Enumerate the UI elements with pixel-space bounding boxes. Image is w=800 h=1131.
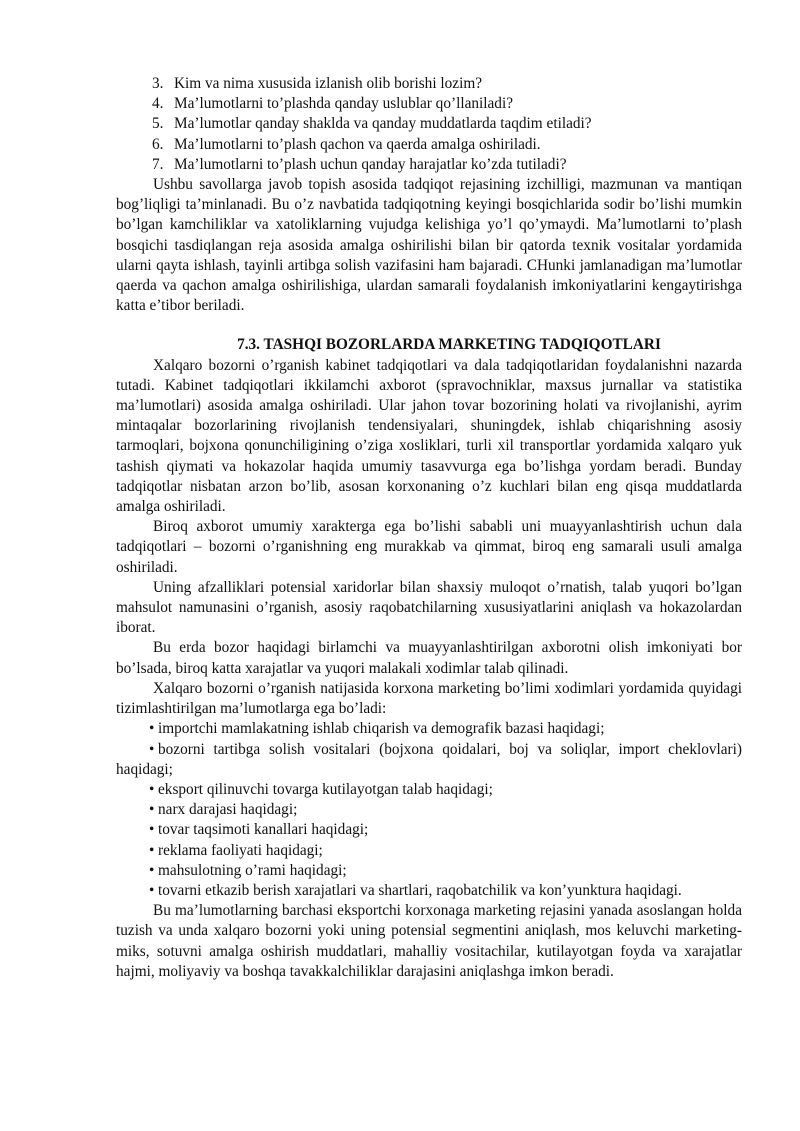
- list-item: [116, 74, 742, 94]
- list-number: 4.: [152, 95, 164, 113]
- list-number: 6.: [152, 135, 164, 153]
- list-item-text: Ma’lumotlarni to’plash qachon va qaerda amalga oshiriladi.: [174, 135, 541, 153]
- bullet-item: [116, 841, 742, 861]
- bullet-item: [116, 861, 742, 881]
- bullet-text: narx darajasi haqidagi;: [158, 801, 298, 819]
- list-item: [116, 114, 742, 134]
- bullet-text: mahsulotning o’rami haqidagi;: [158, 861, 347, 879]
- bullet-item: [116, 800, 742, 820]
- list-number: 3.: [152, 75, 164, 92]
- bullet-item: [116, 881, 742, 901]
- bullet-item: [116, 719, 742, 739]
- body-paragraph: Biroq axborot umumiy xarakterga ega bo’lishi sababli uni muayyanlashtirish uchun dala tadqiqotlari – bozorni o’rganishning eng murakkab va qimmat, biroq eng samarali usuli amalga oshiriladi.: [116, 518, 742, 576]
- bullet-text: reklama faoliyati haqidagi;: [158, 841, 323, 859]
- list-item-text: Ma’lumotlarni to’plash uchun qanday harajatlar ko’zda tutiladi?: [174, 155, 567, 173]
- bullet-text: eksport qilinuvchi tovarga kutilayotgan talab haqidagi;: [158, 780, 493, 798]
- question-list: [116, 74, 742, 175]
- list-item-text: Ma’lumotlar qanday shaklda va qanday muddatlarda taqdim etiladi?: [174, 115, 592, 133]
- bullet-text: tovarni etkazib berish xarajatlari va shartlari, raqobatchilik va kon’yunktura haqidagi.: [158, 881, 682, 899]
- list-number: 5.: [152, 115, 164, 133]
- list-item-text: Kim va nima xususida izlanish olib borishi lozim?: [174, 75, 483, 92]
- bullet-icon: •: [149, 740, 155, 758]
- list-item: [116, 135, 742, 155]
- document-page: [116, 74, 742, 982]
- bullet-item: [116, 820, 742, 840]
- list-item: [116, 94, 742, 114]
- list-number: 7.: [152, 155, 164, 173]
- bullet-icon: •: [149, 881, 155, 899]
- bullet-icon: •: [149, 861, 155, 879]
- bullet-icon: •: [149, 720, 155, 738]
- list-item: [116, 155, 742, 175]
- section-heading: 7.3. TASHQI BOZORLARDA MARKETING TADQIQOTLARI: [237, 336, 661, 354]
- bullet-item: [116, 740, 742, 780]
- bullet-list: [116, 719, 742, 901]
- body-paragraph: Xalqaro bozorni o’rganish kabinet tadqiqotlari va dala tadqiqotlaridan foydalanishni nazarda tutadi. Kabinet tadqiqotlari ikkilamchi axborot (spravochniklar, maxsus jurnallar va statistika ma’lumotlari) asosida amalga oshiriladi. Ular jahon tovar bozorining holati va rivojlanishi, ayrim mintaqalar bozorlarining rivojlanish tendensiyalari, shuningdek, ishlab chiqarishning asosiy tarmoqlari, bojxona qonunchiligining o’ziga xosliklari, turli xil transportlar yordamida xalqaro yuk tashish qiymati va hokazolar haqida umumiy tasavvurga ega bo’lishga yordam beradi. Bunday tadqiqotlar nisbatan arzon bo’lib, asosan korxonaning o’z kuchlari bilan eng qisqa muddatlarda amalga oshiriladi.: [116, 356, 742, 516]
- bullet-text: bozorni tartibga solish vositalari (bojxona qoidalari, boj va soliqlar, import cheklovlari) haqidagi;: [116, 740, 742, 778]
- list-item-text: Ma’lumotlarni to’plashda qanday uslublar qo’llaniladi?: [174, 95, 513, 113]
- bullet-text: tovar taqsimoti kanallari haqidagi;: [158, 821, 369, 839]
- bullet-icon: •: [149, 780, 155, 798]
- body-paragraph: Bu erda bozor haqidagi birlamchi va muayyanlashtirilgan axborotni olish imkoniyati bor bo’lsada, biroq katta xarajatlar va yuqori malakali xodimlar talab qilinadi.: [116, 639, 742, 677]
- intro-paragraph: Ushbu savollarga javob topish asosida tadqiqot rejasining izchilligi, mazmunan va mantiqan bog’liqligi ta’minlanadi. Bu o’z navbatida tadqiqotning keyingi bosqichlarida sodir bo’lishi mumkin bo’lgan kamchiliklar va xatoliklarning vujudga kelishiga yo’l qo’ymaydi. Ma’lumotlarni to’plash bosqichi tasdiqlangan reja asosida amalga oshirilishi bilan bir qatorda texnik vositalar yordamida ularni qayta ishlash, tayinli artibga solish vazifasini ham bajaradi. CHunki jamlanadigan ma’lumotlar qaerda va qachon amalga oshirilishiga, ulardan samarali foydalanish imkoniyatlarini kengaytirishga katta e’tibor beriladi.: [116, 176, 742, 315]
- bullet-icon: •: [149, 801, 155, 819]
- body-paragraph: Uning afzalliklari potensial xaridorlar bilan shaxsiy muloqot o’rnatish, talab yuqori bo’lgan mahsulot namunasini o’rganish, asosiy raqobatchilarning xususiyatlarini aniqlash va hokazolardan iborat.: [116, 578, 742, 637]
- bullet-text: importchi mamlakatning ishlab chiqarish va demografik bazasi haqidagi;: [158, 720, 605, 738]
- bullet-icon: •: [149, 841, 155, 859]
- bullet-item: [116, 780, 742, 800]
- bullet-icon: •: [149, 821, 155, 839]
- body-paragraph: Xalqaro bozorni o’rganish natijasida korxona marketing bo’limi xodimlari yordamida quyidagi tizimlashtirilgan ma’lumotlarga ega bo’ladi:: [116, 679, 742, 718]
- closing-paragraph: Bu ma’lumotlarning barchasi eksportchi korxonaga marketing rejasini yanada asoslangan holda tuzish va unda xalqaro bozorni yoki uning potensial segmentini aniqlash, mos keluvchi marketing-miks, sotuvni amalga oshirish muddatlari, mahalliy vositachilar, kutilayotgan foyda va xarajatlar hajmi, moliyaviy va boshqa tavakkalchiliklar darajasini aniqlashga imkon beradi.: [116, 902, 742, 980]
